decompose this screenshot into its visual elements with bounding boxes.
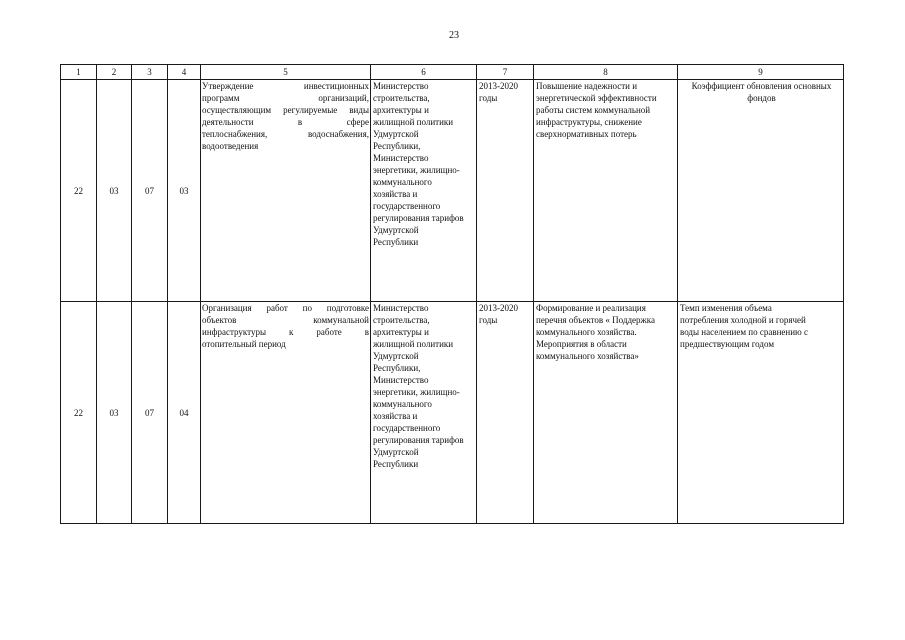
text-line: потребления холодной и горячей xyxy=(680,315,806,325)
text-line: Удмуртской xyxy=(373,225,419,235)
result-cell xyxy=(534,302,678,524)
text-line: Повышение надежности и xyxy=(536,81,638,91)
code-cell: 07 xyxy=(132,80,168,302)
text-line: коммунального xyxy=(373,399,432,409)
text-line: отопительный период xyxy=(202,339,286,349)
text-line: Министерство xyxy=(373,81,429,91)
responsible-cell xyxy=(371,302,477,524)
text-line: Мероприятия в области xyxy=(536,339,627,349)
text-line: сверхнормативных потерь xyxy=(536,129,637,139)
column-header: 3 xyxy=(132,65,168,80)
text-line: энергетической эффективности xyxy=(536,93,657,103)
page-number: 23 xyxy=(449,30,459,41)
text-line: строительства, xyxy=(373,315,430,325)
code-cell: 22 xyxy=(61,80,97,302)
indicator-cell xyxy=(678,80,844,302)
text-line: Министерство xyxy=(373,153,429,163)
column-header: 6 xyxy=(371,65,477,80)
measure-name-cell xyxy=(201,302,371,524)
text-line: жилищной политики xyxy=(373,117,454,127)
code-cell: 03 xyxy=(97,80,132,302)
measure-name-cell xyxy=(201,80,371,302)
text-line: регулирования тарифов xyxy=(373,435,464,445)
column-header: 7 xyxy=(477,65,534,80)
text-line: воды населением по сравнению с xyxy=(680,327,808,337)
period-cell xyxy=(477,302,534,524)
text-line: предшествующим годом xyxy=(680,339,775,349)
text-line: жилищной политики xyxy=(373,339,454,349)
text-line: инфраструктуры, снижение xyxy=(536,117,642,127)
text-line: хозяйства и xyxy=(373,189,418,199)
text-line: регулирования тарифов xyxy=(373,213,464,223)
text-line: годы xyxy=(479,315,498,325)
text-line: Темп изменения объема xyxy=(680,303,772,313)
text-line: перечня объектов « Поддержка xyxy=(536,315,655,325)
text-line: коммунального xyxy=(373,177,432,187)
text-line: Республики xyxy=(373,459,419,469)
measures-table xyxy=(60,64,844,524)
text-line: архитектуры и xyxy=(373,105,429,115)
text-line: государственного xyxy=(373,201,441,211)
text-line: объектов коммунальной xyxy=(202,315,369,325)
text-line: Утверждение инвестиционных xyxy=(202,81,369,91)
code-cell: 07 xyxy=(132,302,168,524)
text-line: деятельности в сфере xyxy=(202,117,369,127)
indicator-cell xyxy=(678,302,844,524)
text-line: Организация работ по подготовке xyxy=(202,303,369,313)
period-cell xyxy=(477,80,534,302)
text-line: теплоснабжения, водоснабжения, xyxy=(202,129,369,139)
text-line: Республики, xyxy=(373,141,421,151)
column-header: 1 xyxy=(61,65,97,80)
text-line: энергетики, жилищно- xyxy=(373,387,460,397)
text-line: Удмуртской xyxy=(373,351,419,361)
column-header: 2 xyxy=(97,65,132,80)
text-line: Формирование и реализация xyxy=(536,303,646,313)
text-line: 2013-2020 xyxy=(479,81,518,91)
text-line: Удмуртской xyxy=(373,129,419,139)
text-line: программ организаций, xyxy=(202,93,369,103)
text-line: Удмуртской xyxy=(373,447,419,457)
text-line: Республики, xyxy=(373,363,421,373)
text-line: осуществляющим регулируемые виды xyxy=(202,105,369,115)
code-cell: 03 xyxy=(168,80,201,302)
text-line: Республики xyxy=(373,237,419,247)
table-row xyxy=(61,302,844,524)
code-cell: 04 xyxy=(168,302,201,524)
result-cell xyxy=(534,80,678,302)
text-line: водоотведения xyxy=(202,141,259,151)
text-line: коммунального хозяйства» xyxy=(536,351,639,361)
text-line: Коэффициент обновления основных xyxy=(691,81,832,91)
column-header: 4 xyxy=(168,65,201,80)
text-line: архитектуры и xyxy=(373,327,429,337)
text-line: коммунального хозяйства. xyxy=(536,327,637,337)
text-line: 2013-2020 xyxy=(479,303,518,313)
table-row xyxy=(61,80,844,302)
text-line: хозяйства и xyxy=(373,411,418,421)
column-header: 5 xyxy=(201,65,371,80)
text-line: инфраструктуры к работе в xyxy=(202,327,369,337)
header-row xyxy=(61,65,844,80)
code-cell: 22 xyxy=(61,302,97,524)
responsible-cell xyxy=(371,80,477,302)
column-header: 8 xyxy=(534,65,678,80)
text-line: энергетики, жилищно- xyxy=(373,165,460,175)
code-cell: 03 xyxy=(97,302,132,524)
text-line: строительства, xyxy=(373,93,430,103)
text-line: годы xyxy=(479,93,498,103)
text-line: работы систем коммунальной xyxy=(536,105,651,115)
text-line: Министерство xyxy=(373,303,429,313)
text-line: фондов xyxy=(747,93,776,103)
column-header: 9 xyxy=(678,65,844,80)
text-line: государственного xyxy=(373,423,441,433)
text-line: Министерство xyxy=(373,375,429,385)
